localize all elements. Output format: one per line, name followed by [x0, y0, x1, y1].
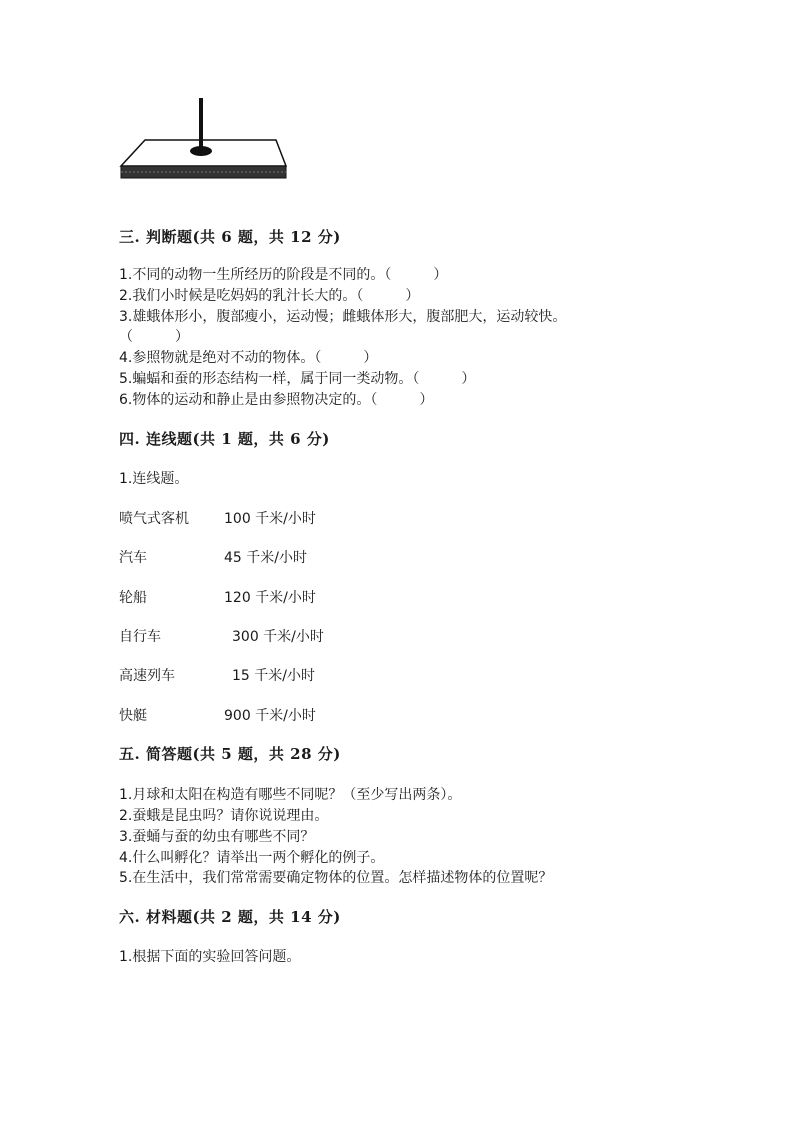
speed-label: 100 千米/小时 — [224, 511, 316, 527]
judge-question-4: 4.参照物就是绝对不动的物体。（ ） — [119, 350, 378, 366]
vehicle-label: 高速列车 — [119, 668, 175, 684]
vehicle-label: 喷气式客机 — [119, 511, 189, 527]
short-answer-5: 5.在生活中，我们常常需要确定物体的位置。怎样描述物体的位置呢？ — [119, 870, 553, 886]
section-3-title: 三. 判断题(共 6 题，共 12 分) — [119, 228, 341, 246]
judge-question-6: 6.物体的运动和静止是由参照物决定的。（ ） — [119, 392, 434, 408]
speed-label: 300 千米/小时 — [232, 629, 324, 645]
vehicle-label: 汽车 — [119, 550, 147, 566]
vehicle-label: 自行车 — [119, 629, 161, 645]
short-answer-3: 3.蚕蛹与蚕的幼虫有哪些不同？ — [119, 829, 315, 845]
short-answer-4: 4.什么叫孵化？请举出一两个孵化的例子。 — [119, 850, 385, 866]
vehicle-label: 快艇 — [119, 708, 147, 724]
speed-label: 120 千米/小时 — [224, 590, 316, 606]
matching-intro: 1.连线题。 — [119, 471, 189, 487]
section-6-title: 六. 材料题(共 2 题，共 14 分) — [119, 908, 341, 926]
vehicle-label: 轮船 — [119, 590, 147, 606]
judge-question-1: 1.不同的动物一生所经历的阶段是不同的。（ ） — [119, 267, 448, 283]
judge-question-3: 3.雄蛾体形小，腹部瘦小，运动慢；雌蛾体形大，腹部肥大，运动较快。 — [119, 309, 567, 325]
speed-label: 15 千米/小时 — [232, 668, 315, 684]
stick-on-board-figure — [118, 94, 290, 184]
speed-label: 45 千米/小时 — [224, 550, 307, 566]
judge-question-5: 5.蝙蝠和蚕的形态结构一样，属于同一类动物。（ ） — [119, 371, 476, 387]
judge-question-3-bracket: （ ） — [119, 329, 189, 345]
speed-label: 900 千米/小时 — [224, 708, 316, 724]
section-4-title: 四. 连线题(共 1 题，共 6 分) — [119, 430, 330, 448]
section-5-title: 五. 简答题(共 5 题，共 28 分) — [119, 745, 341, 763]
short-answer-2: 2.蚕蛾是昆虫吗？请你说说理由。 — [119, 808, 329, 824]
judge-question-2: 2.我们小时候是吃妈妈的乳汁长大的。（ ） — [119, 288, 420, 304]
material-intro: 1.根据下面的实验回答问题。 — [119, 949, 301, 965]
short-answer-1: 1.月球和太阳在构造有哪些不同呢？（至少写出两条）。 — [119, 787, 462, 803]
